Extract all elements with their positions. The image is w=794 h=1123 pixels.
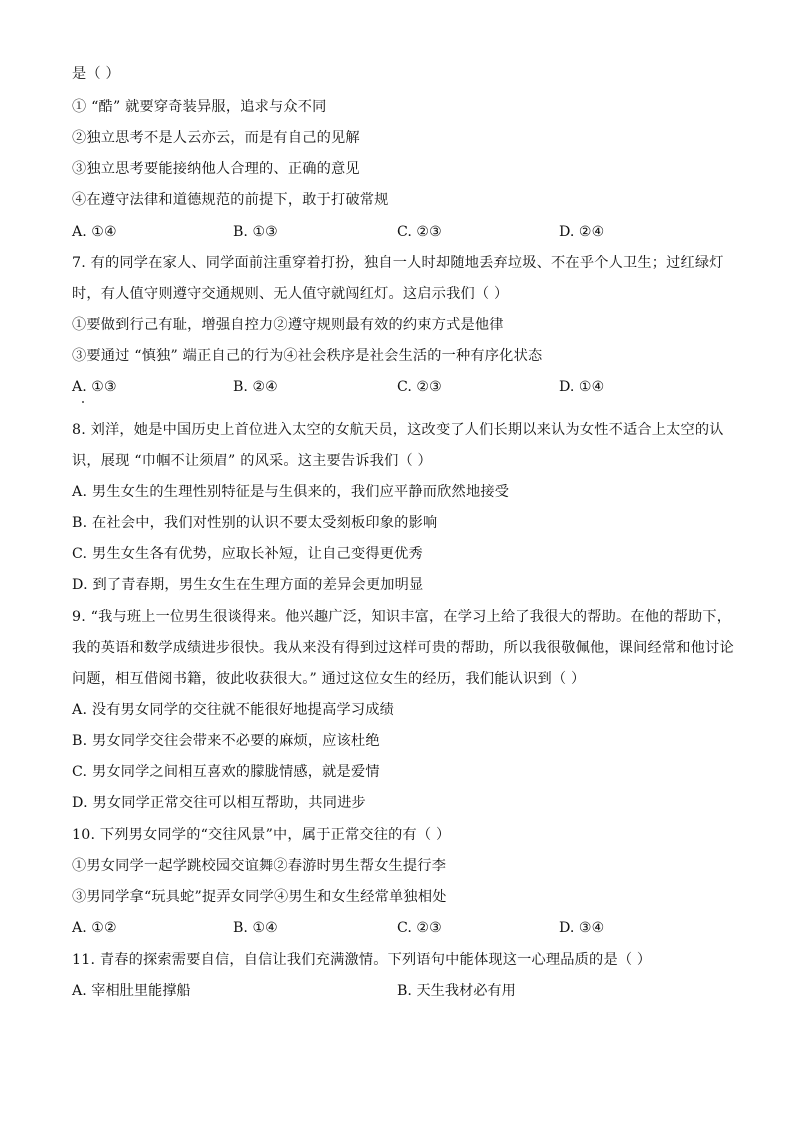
q8-option-d: D. 到了青春期，男生女生在生理方面的差异会更加明显 <box>72 577 424 593</box>
q11-stem: 11. 青春的探索需要自信，自信让我们充满激情。下列语句中能体现这一心理品质的是（ ） <box>72 952 652 968</box>
stray-dot <box>82 401 84 403</box>
q10-option-d: D. ③④ <box>559 920 605 936</box>
q9-option-d: D. 男女同学正常交往可以相互帮助，共同进步 <box>72 795 366 811</box>
q7-stem-line-1: 7. 有的同学在家人、同学面前注重穿着打扮，独自一人时却随地丢弃垃圾、不在乎个人卫生；过红绿灯 <box>72 255 724 271</box>
q7-items-1: ①要做到行己有耻，增强自控力②遵守规则最有效的约束方式是他律 <box>72 317 504 333</box>
q10-option-b: B. ①④ <box>233 920 278 936</box>
q6-item-4: ④在遵守法律和道德规范的前提下，敢于打破常规 <box>72 192 389 208</box>
q6-option-c: C. ②③ <box>397 224 442 240</box>
q6-option-d: D. ②④ <box>559 224 605 240</box>
q7-option-c: C. ②③ <box>397 379 442 395</box>
q10-option-c: C. ②③ <box>397 920 442 936</box>
q9-option-a: A. 没有男女同学的交往就不能很好地提高学习成绩 <box>72 702 395 718</box>
q7-option-d: D. ①④ <box>559 379 605 395</box>
q6-item-1: ① “酷” 就要穿奇装异服，追求与众不同 <box>72 99 327 115</box>
q8-stem-line-2: 识，展现 “巾帼不让须眉” 的风采。这主要告诉我们（ ） <box>72 453 432 469</box>
q8-stem-line-1: 8. 刘洋，她是中国历史上首位进入太空的女航天员，这改变了人们长期以来认为女性不适合上太空的认 <box>72 422 724 438</box>
q9-stem-line-1: 9. “我与班上一位男生很谈得来。他兴趣广泛，知识丰富，在学习上给了我很大的帮助。在他的帮助下， <box>72 609 732 625</box>
q11-option-a: A. 宰相肚里能撑船 <box>72 983 191 999</box>
q10-items-2: ③男同学拿“玩具蛇”捉弄女同学④男生和女生经常单独相处 <box>72 889 447 905</box>
q9-option-c: C. 男女同学之间相互喜欢的朦胧情感，就是爱情 <box>72 764 380 780</box>
q7-items-2: ③要通过 “慎独” 端正自己的行为④社会秩序是社会生活的一种有序化状态 <box>72 348 543 364</box>
q7-option-b: B. ②④ <box>233 379 278 395</box>
q7-option-a: A. ①③ <box>72 379 117 395</box>
q9-stem-line-3: 问题，相互借阅书籍，彼此收获很大。” 通过这位女生的经历，我们能认识到（ ） <box>72 671 586 687</box>
q6-option-b: B. ①③ <box>233 224 278 240</box>
q10-items-1: ①男女同学一起学跳校园交谊舞②春游时男生帮女生提行李 <box>72 858 447 874</box>
q9-option-b: B. 男女同学交往会带来不必要的麻烦，应该杜绝 <box>72 733 380 749</box>
q8-option-a: A. 男生女生的生理性别特征是与生俱来的，我们应平静而欣然地接受 <box>72 484 510 500</box>
q8-option-c: C. 男生女生各有优势，应取长补短，让自己变得更优秀 <box>72 546 423 562</box>
q6-option-a: A. ①④ <box>72 224 117 240</box>
q11-option-b: B. 天生我材必有用 <box>397 983 516 999</box>
q6-item-3: ③独立思考要能接纳他人合理的、正确的意见 <box>72 161 360 177</box>
q6-stem-end: 是（ ） <box>72 66 120 82</box>
q8-option-b: B. 在社会中，我们对性别的认识不要太受刻板印象的影响 <box>72 515 438 531</box>
q9-stem-line-2: 我的英语和数学成绩进步很快。我从来没有得到过这样可贵的帮助，所以我很敬佩他，课间经常和他讨论 <box>72 640 734 656</box>
q6-item-2: ②独立思考不是人云亦云，而是有自己的见解 <box>72 130 360 146</box>
q10-stem: 10. 下列男女同学的“交往风景”中，属于正常交往的有（ ） <box>72 827 451 843</box>
q7-stem-line-2: 时，有人值守则遵守交通规则、无人值守就闯红灯。这启示我们（ ） <box>72 286 509 302</box>
q10-option-a: A. ①② <box>72 920 117 936</box>
